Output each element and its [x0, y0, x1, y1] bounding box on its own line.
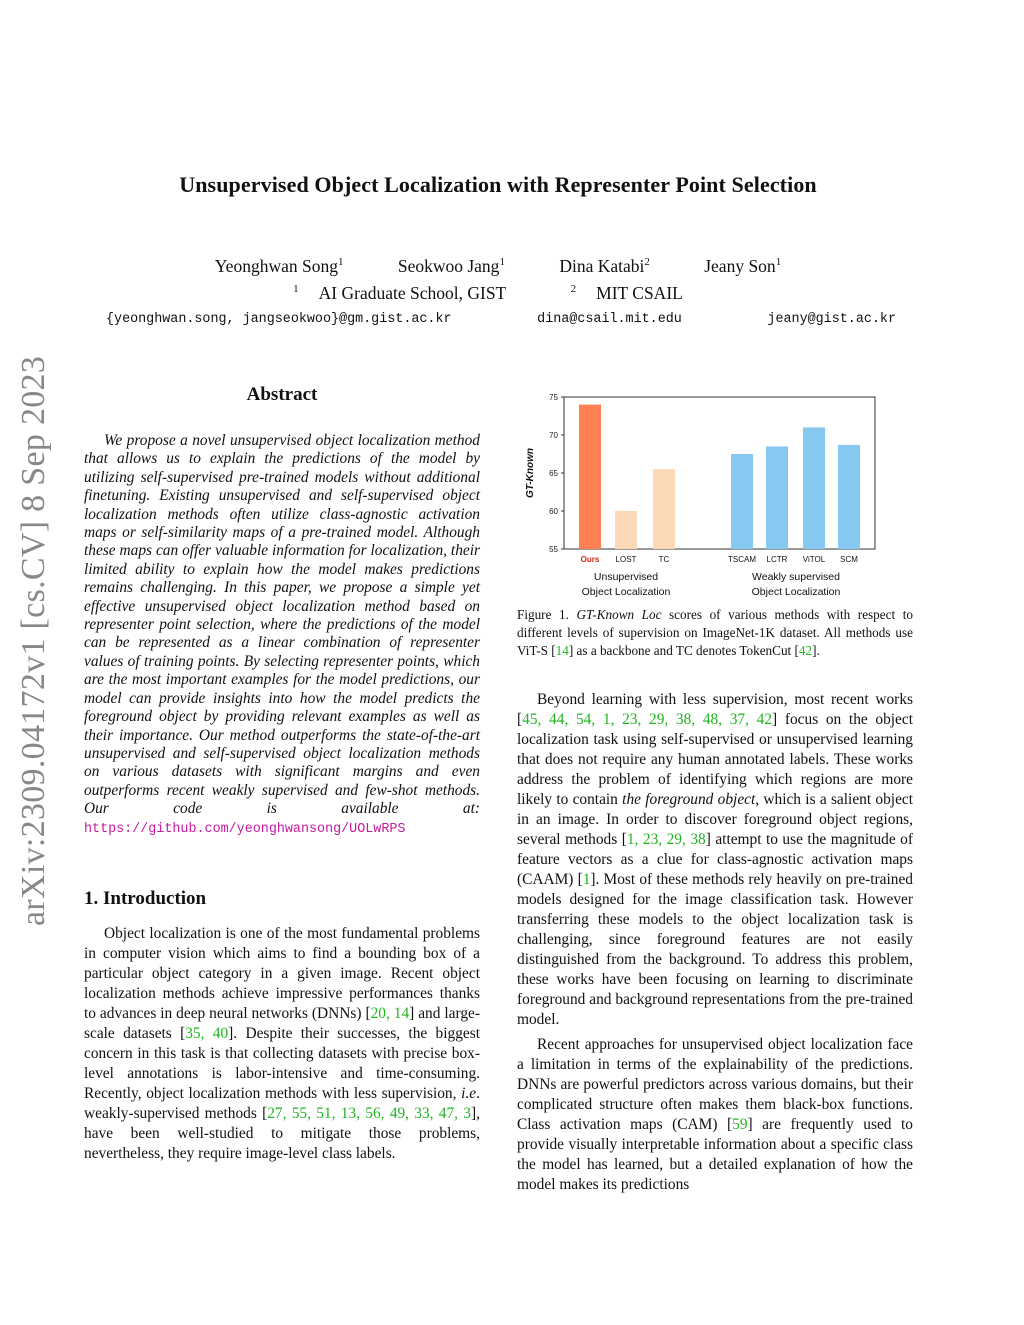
- affiliations: [0, 283, 996, 304]
- y-tick-label: 60: [549, 507, 558, 516]
- y-tick-label: 75: [549, 393, 558, 402]
- bar-lctr: [766, 446, 788, 549]
- intro-paragraph: Recent approaches for unsupervised object localization face a limitation in terms of the explainability of the predictions. DNNs are powerful predictors across various domains, but their complicated structure often makes them black-box functions. Class activation maps (CAM) [59] are frequently used to provide visually interpretable information about a specific class the model has learned, but a detailed explanation of how the model makes its predictions: [517, 1036, 914, 1193]
- left-column: [84, 385, 480, 1164]
- group-label: Object Localization: [751, 586, 841, 598]
- affiliation: $^2$ MIT CSAIL: [570, 283, 683, 303]
- x-tick-label: Ours: [580, 555, 600, 564]
- group-label: Weakly supervised: [752, 571, 840, 583]
- right-column: [517, 690, 913, 1200]
- x-tick-label: ViTOL: [802, 555, 826, 564]
- figure-1: [517, 385, 913, 605]
- y-tick-label: 70: [549, 431, 558, 440]
- bar-scm: [838, 445, 860, 549]
- bar-tc: [653, 469, 675, 549]
- x-tick-label: LOST: [615, 555, 637, 564]
- paper-title: Unsupervised Object Localization with Representer Point Selection: [179, 172, 817, 197]
- author-list: [0, 256, 996, 277]
- plot-frame: [564, 397, 875, 549]
- email: dina@csail.mit.edu: [537, 312, 682, 327]
- group-label: Unsupervised: [593, 571, 659, 583]
- figure-caption: Figure 1. GT-Known Loc scores of various methods with respect to different levels of supervision on ImageNet-1K dataset. All methods use ViT-S [14] as a backbone and TC denotes TokenCut [42].: [517, 607, 913, 658]
- x-tick-label: TSCAM: [728, 555, 756, 564]
- citation[interactable]: 1, 23, 29, 38: [626, 831, 706, 848]
- bar-tscam: [731, 454, 753, 549]
- author-emails: [106, 312, 896, 327]
- citation[interactable]: 42: [798, 643, 813, 658]
- x-tick-label: LCTR: [766, 555, 788, 564]
- arxiv-identifier: arXiv:2309.04172v1 [cs.CV] 8 Sep 2023: [15, 355, 52, 926]
- abstract-heading: Abstract: [246, 384, 318, 405]
- bar-ours: [579, 405, 601, 549]
- intro-paragraph: Object localization is one of the most fundamental problems in computer vision which aims to find a bounding box of a particular object category in a given image. Recent object localization methods achieve impressive performances thanks to advances in deep neural networks (DNNs) [20, 14] and large-scale datasets [35, 40]. Despite their successes, the biggest concern in this task is that collecting datasets with precise box-level annotations is labor-intensive and time-consuming. Recently, object localization methods with less supervision, i.e. weakly-supervised methods [27, 55, 51, 13, 56, 49, 33, 47, 3], have been well-studied to mitigate those problems, nevertheless, they require image-level class labels.: [84, 924, 480, 1162]
- group-label: Object Localization: [581, 586, 671, 598]
- abstract-text: We propose a novel unsupervised object localization method that allows us to explain the predictions of the model by utilizing self-supervised pre-trained models without additional finetuning. Existing unsupervised and self-supervised object localization methods often utilize class-agnostic activation maps or self-similarity maps of a pre-trained model. Although these maps can offer valuable information for localization, their limited ability to explain how the model makes predictions remains challenging. In this paper, we propose a simple yet effective unsupervised object localization method based on representer point selection, where the predictions of the model can be represented as a linear combination of representer values of training points. By selecting representer points, which are the most important examples for the model predictions, our model can provide insights into how the model predicts the foreground object by providing relevant examples as well as their importance. Our method outperforms the state-of-the-art unsupervised and self-supervised object localization methods on various datasets with significant margins and even outperforms recent weakly supervised and few-shot methods. Our code is available at: https://github.com/yeonghwansong/UOLwRPS: [84, 432, 480, 837]
- citation[interactable]: 1: [582, 871, 591, 888]
- citation[interactable]: 45, 44, 54, 1, 23, 29, 38, 48, 37, 42: [522, 711, 773, 728]
- intro-paragraph: Beyond learning with less supervision, most recent works [45, 44, 54, 1, 23, 29, 38, 48, 37, 42] focus on the object localization task using self-supervised or unsupervised learning that does not require any human annotated labels. These works address the problem of identifying which regions are more likely to contain the foreground object, which is a salient object in an image. In order to discover foreground object regions, several methods [1, 23, 29, 38] attempt to use the magnitude of feature vectors as a clue for class-agnostic activation maps (CAAM) [1]. Most of these methods rely heavily on pre-trained models designed for the image classification task. However transferring these models to the object localization task is challenging, since foreground features are not easily distinguished from the background. To address this problem, these works have been focusing on learning to discriminate foreground and background representations from the pre-trained model.: [517, 691, 914, 1028]
- gt-known-bar-chart: [517, 385, 913, 600]
- citation[interactable]: 14: [555, 643, 569, 658]
- bar-lost: [615, 511, 637, 549]
- code-link[interactable]: https://github.com/yeonghwansong/UOLwRPS: [84, 821, 406, 837]
- x-tick-label: TC: [658, 555, 670, 564]
- citation[interactable]: 35, 40: [185, 1024, 229, 1042]
- bar-vitol: [803, 427, 825, 549]
- author: Dina Katabi$^2$: [559, 256, 650, 276]
- citation[interactable]: 27, 55, 51, 13, 56, 49, 33, 47, 3: [267, 1104, 472, 1122]
- y-axis-label: GT-Known: [525, 448, 536, 498]
- citation[interactable]: 20, 14: [370, 1004, 410, 1022]
- author: Jeany Son$^1$: [704, 256, 782, 276]
- author: Yeonghwan Song$^1$: [214, 256, 344, 276]
- affiliation: $^1$ AI Graduate School, GIST: [293, 283, 507, 303]
- intro-heading: 1. Introduction: [84, 887, 207, 909]
- y-tick-label: 55: [549, 545, 558, 554]
- author: Seokwoo Jang$^1$: [397, 256, 505, 276]
- y-tick-label: 65: [549, 469, 558, 478]
- x-tick-label: SCM: [840, 555, 858, 564]
- citation[interactable]: 59: [732, 1116, 748, 1133]
- email: jeany@gist.ac.kr: [767, 312, 896, 327]
- email: {yeonghwan.song, jangseokwoo}@gm.gist.ac.kr: [106, 312, 452, 327]
